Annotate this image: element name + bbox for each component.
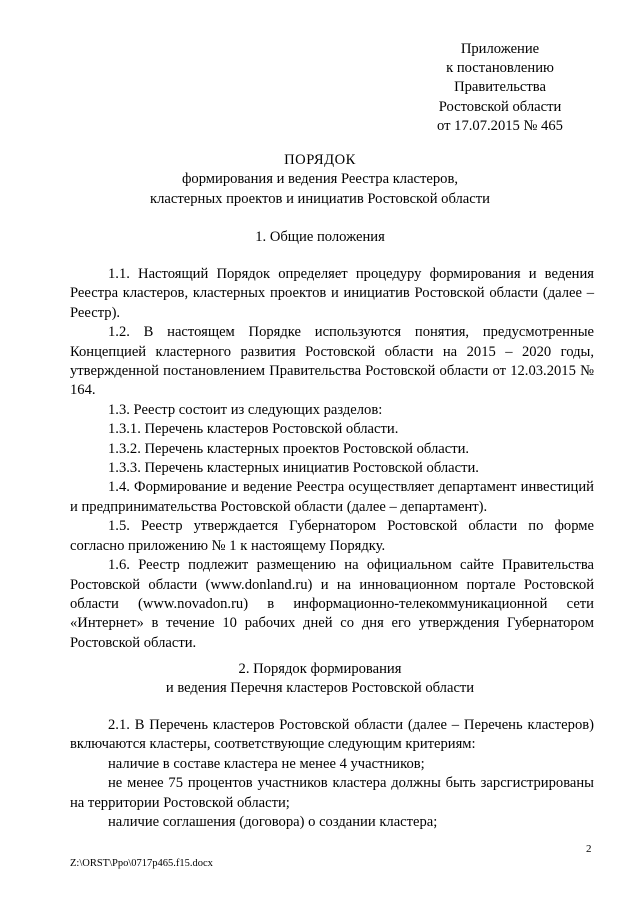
paragraph-1-3: 1.3. Реестр состоит из следующих разделов: — [108, 401, 383, 418]
appendix-line: к постановлению — [446, 60, 554, 77]
paragraph-1-1: 1.1. Настоящий Порядок определяет процедуру формирования и ведения Реестра кластеров, кластерных проектов и инициатив Ростовской области (далее – Реестр). — [70, 266, 594, 321]
section-heading-text: и ведения Перечня кластеров Ростовской области — [165, 680, 475, 697]
paragraph-2-1: 2.1. В Перечень кластеров Ростовской области (далее – Перечень кластеров) включаются кластеры, соответствующие следующим критериям: — [70, 717, 594, 753]
appendix-line: от 17.07.2015 № 465 — [437, 117, 563, 134]
paragraph-1-4: 1.4. Формирование и ведение Реестра осуществляет департамент инвестиций и предпринимательства Ростовской области (далее – департамент). — [70, 479, 594, 515]
criterion-2: не менее 75 процентов участников кластера должны быть зарсгистрированы на территории Ростовской области; — [70, 775, 594, 811]
section-1-body — [70, 265, 594, 653]
paragraph-1-3-2: 1.3.2. Перечень кластерных проектов Ростовской области. — [108, 440, 470, 457]
footer-file-path: Z:\ORST\Ppo\0717p465.f15.docx — [70, 858, 213, 869]
page-number: 2 — [586, 843, 592, 855]
section-2-body — [70, 716, 594, 832]
title-main: ПОРЯДОК — [284, 152, 356, 168]
paragraph-1-6: 1.6. Реестр подлежит размещению на официальном сайте Правительства Ростовской области (www.donland.ru) и на инновационном портале Ростовской области (www.novadon.ru) в информационно-телекоммуникационной сети «Интернет» в течение 10 рабочих дней со дня его утверждения Губернатором Ростовской области. — [70, 557, 594, 651]
paragraph-1-3-1: 1.3.1. Перечень кластеров Ростовской области. — [108, 421, 399, 438]
section-1-heading — [0, 228, 640, 247]
section-heading-text: 2. Порядок формирования — [238, 661, 402, 677]
paragraph-1-3-3: 1.3.3. Перечень кластерных инициатив Ростовской области. — [108, 460, 479, 477]
appendix-line: Правительства — [454, 79, 546, 96]
paragraph-1-5: 1.5. Реестр утверждается Губернатором Ростовской области по форме согласно приложению № 1 к настоящему Порядку. — [70, 518, 594, 554]
criterion-1: наличие в составе кластера не менее 4 участников; — [108, 755, 425, 772]
section-2-heading — [0, 660, 640, 699]
section-heading-text: 1. Общие положения — [255, 229, 385, 245]
appendix-line: Приложение — [460, 41, 540, 57]
appendix-line: Ростовской области — [438, 98, 562, 115]
appendix-header — [400, 40, 600, 136]
title-subtitle-line: кластерных проектов и инициатив Ростовской области — [150, 190, 490, 207]
title-subtitle-line: формирования и ведения Реестра кластеров, — [181, 171, 459, 188]
paragraph-1-2: 1.2. В настоящем Порядке используются понятия, предусмотренные Концепцией кластерного развития Ростовской области на 2015 – 2020 годы, утвержденной постановлением Правительства Ростовской области от 12.03.2015 № 164. — [70, 324, 594, 399]
criterion-3: наличие соглашения (договора) о создании кластера; — [108, 814, 438, 831]
document-title — [0, 151, 640, 209]
